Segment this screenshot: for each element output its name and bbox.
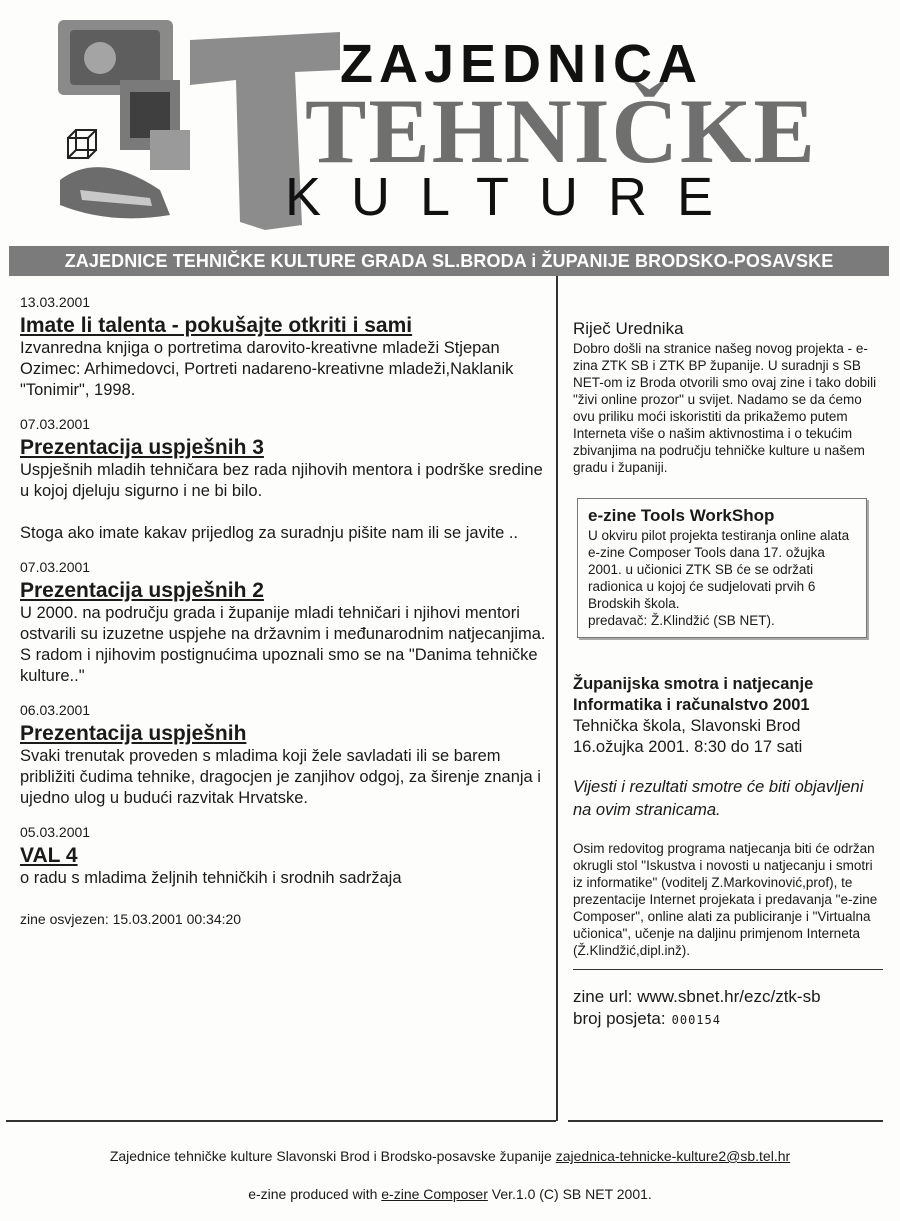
last-updated-text: zine osvjezen: 15.03.2001 00:34:20 [20, 911, 242, 927]
bottom-rule-right [568, 1120, 883, 1122]
workshop-title: e-zine Tools WorkShop [588, 506, 775, 525]
zine-url: zine url: www.sbnet.hr/ezc/ztk-sb [573, 987, 821, 1006]
competition-venue: Tehnička škola, Slavonski Brod [573, 717, 801, 735]
footer-email-link[interactable]: zajednica-tehnicke-kulture2@sb.tel.hr [555, 1148, 791, 1164]
footer-line-2 [0, 1186, 900, 1202]
article-summary [20, 603, 550, 687]
article-paragraph: Izvanredna knjiga o portretima darovito-kreativne mladeži Stjepan Ozimec: Arhimedovci, Portreti nadareno-kreativne mladeži,Naklanik "Tonimir", 1998. [20, 339, 514, 399]
article-paragraph: o radu s mladima željnih tehničkih i srodnih sadržaja [20, 869, 402, 887]
article-title-link[interactable]: Prezentacija uspješnih [20, 722, 247, 745]
article-summary [20, 460, 550, 544]
article-date: 07.03.2001 [20, 416, 91, 432]
cube-icon [68, 130, 96, 158]
competition-announcement [573, 674, 883, 758]
article-paragraph: U 2000. na području grada i županije mladi tehničari i njihovi mentori ostvarili su izuzetne uspjehe na državnim i međunarodnim natjecanjima. S radom i njihovim postignućima upoznali smo se na "Danima tehničke kulture.." [20, 604, 546, 685]
news-column [20, 293, 550, 927]
footer-produced-text: e-zine produced with [248, 1186, 382, 1202]
logo-line3: KULTURE [285, 167, 744, 227]
article-date: 07.03.2001 [20, 559, 91, 575]
footer [0, 1148, 900, 1202]
competition-date: 16.ožujka 2001. 8:30 do 17 sati [573, 738, 803, 756]
sidebar-rule [573, 969, 883, 970]
article-paragraph: Stoga ako imate kakav prijedlog za suradnju pišite nam ili se javite .. [20, 524, 519, 542]
article-summary [20, 746, 550, 809]
workshop-text: U okviru pilot projekta testiranja online alata e-zine Composer Tools dana 17. ožujka 2001. u učionici ZTK SB će se održati radionica u kojoj će sudjelovati prvih 6 Brodskih škola. predavač: Ž.Klindžić (SB NET). [588, 528, 850, 628]
article-item [20, 293, 550, 401]
article-item [20, 701, 550, 809]
editor-text: Dobro došli na stranice našeg novog projekta - e-zina ZTK SB i ZTK BP županije. U suradnji s SB NET-om iz Broda otvorili smo ovaj zine i tako dobili "živi online prozor" u svijet. Nadamo se da ćemo ovu priliku moći iskoristiti da prikažemo putem Interneta više o našim aktivnostima i o tekućim zbivanjima na području tehničke kulture u našem gradu i županiji. [573, 341, 877, 475]
editor-heading: Riječ Urednika [573, 319, 684, 338]
article-paragraph: Svaki trenutak proveden s mladima koji žele savladati ili se barem približiti čudima tehnike, dragocjen je zanjihov odgoj, za širenje znanja i ujedno ulog u budući razvitak Hrvatske. [20, 747, 541, 807]
article-item [20, 415, 550, 544]
footer-line-1 [0, 1148, 900, 1164]
article-date: 13.03.2001 [20, 294, 91, 310]
visit-counter-label: broj posjeta: [573, 1009, 666, 1028]
article-title-link[interactable]: VAL 4 [20, 844, 78, 867]
article-title-link[interactable]: Prezentacija uspješnih 2 [20, 579, 264, 602]
article-date: 06.03.2001 [20, 702, 91, 718]
article-title-link[interactable]: Prezentacija uspješnih 3 [20, 436, 264, 459]
article-summary [20, 868, 550, 889]
roundtable-text: Osim redovitog programa natjecanja biti će održan okrugli stol "Iskustva i novosti u natjecanju i smotri iz informatike" (voditelj Z.Markovinović,prof), te prezentacije Internet projekata i predavanja "e-zine Composer", online alati za publiciranje i "Virtualna učionica", učenje na daljinu primjenom Interneta (Ž.Klindžić,dipl.inž). [573, 841, 878, 958]
footer-org-text: Zajednice tehničke kulture Slavonski Brod i Brodsko-posavske županije [109, 1148, 556, 1164]
logo-line2: TEHNIČKE [305, 80, 817, 182]
footer-version-text: Ver.1.0 (C) SB NET 2001. [487, 1186, 652, 1202]
sidebar [573, 318, 883, 1031]
workshop-box [577, 498, 867, 638]
bottom-rule-left [6, 1120, 556, 1122]
composer-link[interactable]: e-zine Composer [381, 1186, 488, 1202]
zine-info [573, 986, 883, 1031]
article-date: 05.03.2001 [20, 824, 91, 840]
article-item [20, 558, 550, 687]
competition-heading-1: Županijska smotra i natjecanje [573, 675, 814, 693]
article-paragraph: Uspješnih mladih tehničara bez rada njihovih mentora i podrške sredine u kojoj djeluju sigurno i ne bi bilo. [20, 461, 543, 500]
visit-counter-row [573, 1008, 883, 1031]
article-item [20, 823, 550, 889]
article-summary [20, 338, 550, 401]
visit-counter: 000154 [671, 1013, 721, 1027]
article-title-link[interactable]: Imate li talenta - pokušajte otkriti i sami [20, 314, 413, 337]
tools-collage-image [58, 20, 190, 218]
header-banner: ZAJEDNICE TEHNIČKE KULTURE GRADA SL.BRODA i ŽUPANIJE BRODSKO-POSAVSKE [9, 246, 889, 276]
zajednica-tehnicke-kulture-logo [40, 10, 860, 232]
logo-line1: ZAJEDNICA [340, 34, 704, 94]
column-divider [556, 276, 558, 1121]
competition-heading-2: Informatika i računalstvo 2001 [573, 696, 810, 714]
competition-note: Vijesti i rezultati smotre će biti objavljeni na ovim stranicama. [573, 778, 864, 819]
